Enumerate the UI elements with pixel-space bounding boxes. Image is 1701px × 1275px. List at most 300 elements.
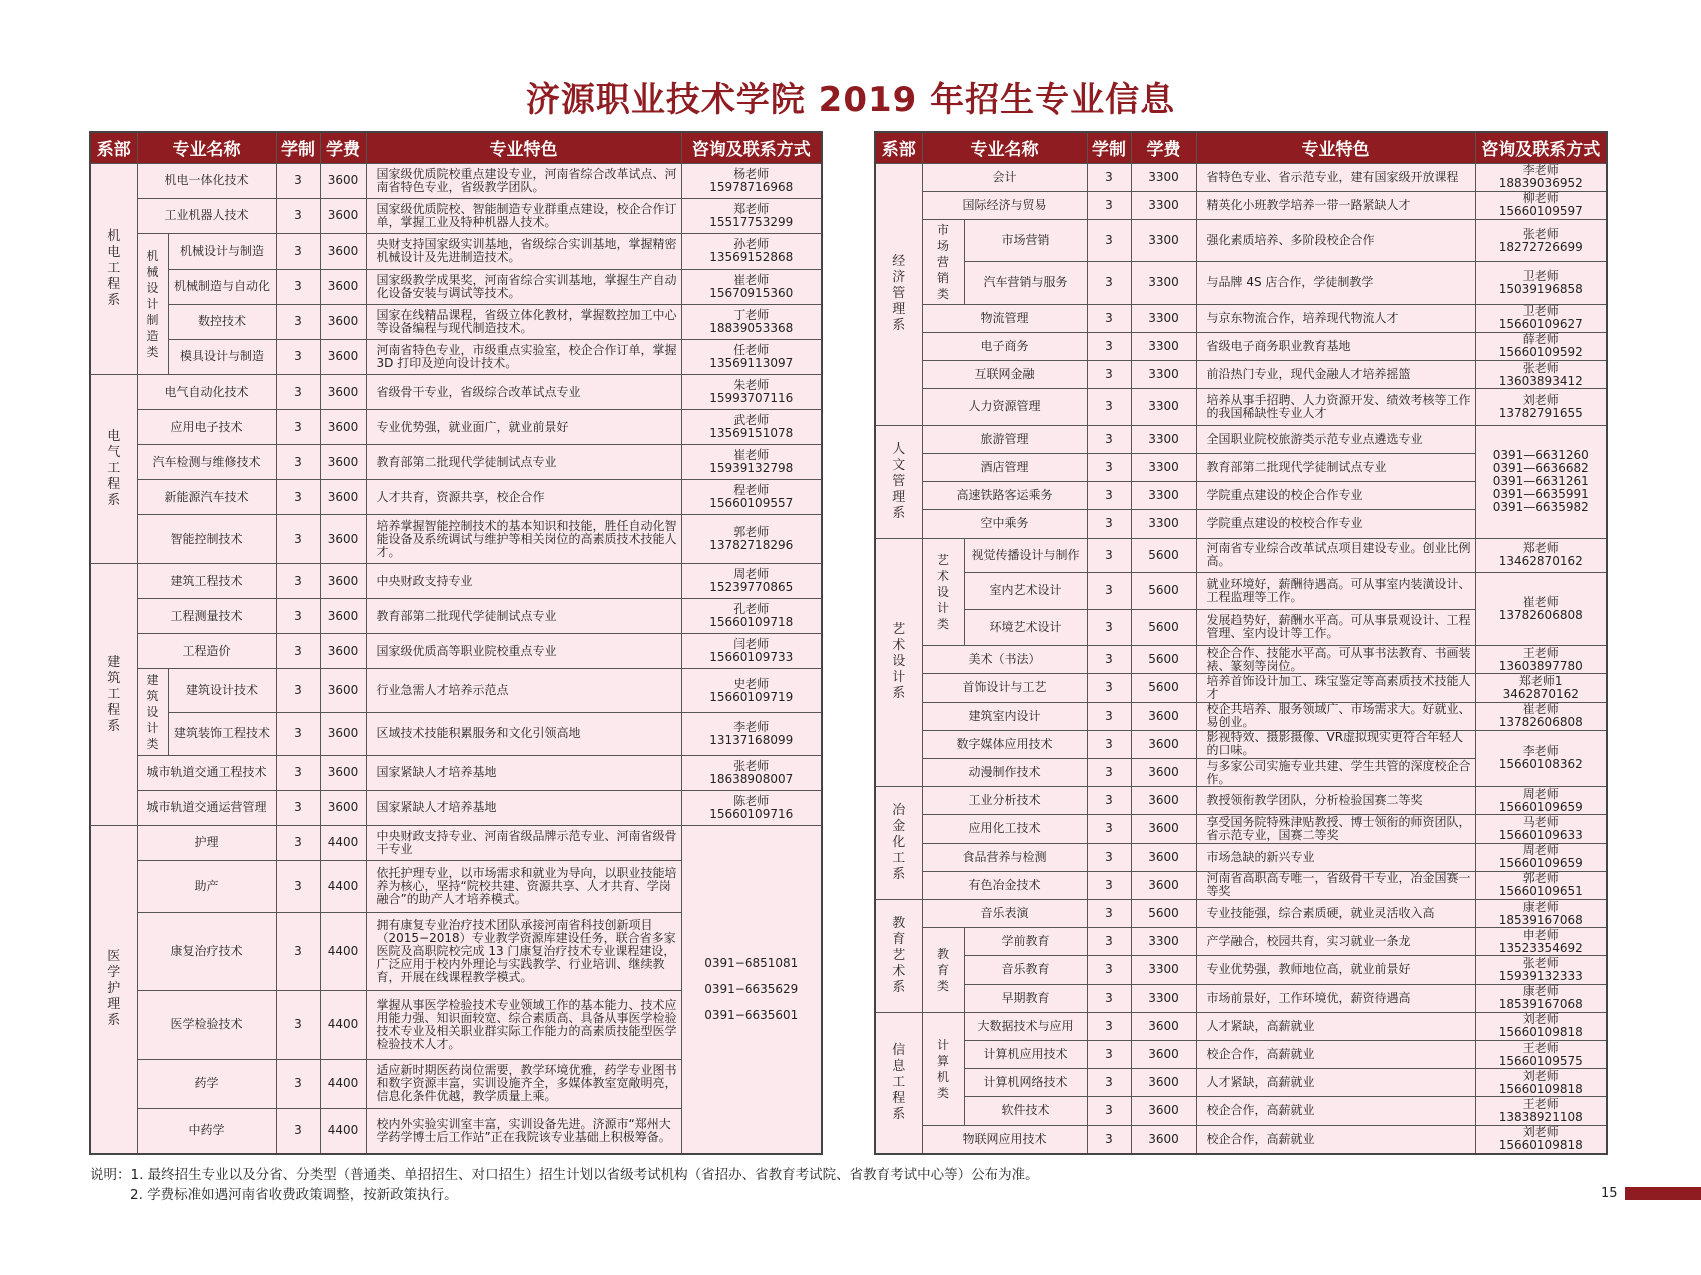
feature-cell: 中央财政支持专业、河南省级品牌示范专业、河南省级骨干专业 [366, 825, 681, 860]
contact-cell: 朱老师 15993707116 [681, 375, 822, 410]
program-name: 美术（书法） [922, 646, 1087, 674]
fee-cell: 3600 [320, 410, 366, 445]
program-name: 会计 [922, 163, 1087, 191]
note-2: 2. 学费标准如遇河南省收费政策调整，按新政策执行。 [130, 1187, 458, 1203]
dept-label: 人文管理系 [892, 441, 906, 521]
years-cell: 3 [276, 1059, 320, 1108]
feature-cell: 校内外实验实训室丰富，实训设备先进。济源市“郑州大学药学博士后工作站”正在我院该专业基础上积极筹备。 [366, 1108, 681, 1154]
feature-cell: 河南省专业综合改革试点项目建设专业。创业比例高。 [1196, 538, 1475, 572]
contact-cell: 康老师 18539167068 [1475, 984, 1607, 1012]
years-cell: 3 [276, 912, 320, 990]
years-cell: 3 [276, 634, 320, 669]
fee-cell: 5600 [1131, 899, 1196, 927]
fee-cell: 3600 [320, 233, 366, 269]
col-header-dept: 系部 [875, 132, 922, 163]
feature-cell: 专业优势强，教师地位高，就业前景好 [1196, 956, 1475, 984]
fee-cell: 3600 [320, 163, 366, 198]
col-header-name: 专业名称 [137, 132, 276, 163]
dept-cell [875, 538, 922, 787]
feature-cell: 国家级教学成果奖，河南省综合实训基地，掌握生产自动化设备安装与调试等技术。 [366, 269, 681, 304]
feature-cell: 省级骨干专业，省级综合改革试点专业 [366, 375, 681, 410]
program-name: 应用化工技术 [922, 815, 1087, 843]
contact-cell: 张老师 18638908007 [681, 755, 822, 790]
fee-cell: 5600 [1131, 646, 1196, 674]
program-name: 康复治疗技术 [137, 912, 276, 990]
table-row [875, 538, 1607, 572]
table-row [875, 332, 1607, 360]
dept-cell [875, 899, 922, 1012]
years-cell: 3 [1087, 332, 1131, 360]
category-cell [922, 538, 964, 646]
program-name: 数控技术 [168, 304, 276, 339]
fee-cell: 3300 [1131, 928, 1196, 956]
fee-cell: 3600 [320, 198, 366, 233]
table-row [90, 304, 822, 339]
fee-cell: 3600 [320, 269, 366, 304]
years-cell: 3 [276, 198, 320, 233]
contact-cell: 张老师 18272726699 [1475, 219, 1607, 261]
table-row [875, 1040, 1607, 1068]
table-row [90, 445, 822, 480]
years-cell: 3 [276, 1108, 320, 1154]
table-row [875, 1069, 1607, 1097]
contact-cell: 史老师 15660109719 [681, 669, 822, 712]
years-cell: 3 [1087, 758, 1131, 786]
category-label: 计算机类 [936, 1037, 949, 1100]
col-header-fee: 学费 [320, 132, 366, 163]
feature-cell: 适应新时期医药岗位需要，教学环境优雅，药学专业图书和数字资源丰富，实训设施齐全，多媒体教室宽敞明亮，信息化条件优越，教学质量上乘。 [366, 1059, 681, 1108]
contact-cell: 程老师 15660109557 [681, 480, 822, 515]
table-row [875, 984, 1607, 1012]
contact-cell: 李老师 18839036952 [1475, 163, 1607, 191]
fee-cell: 3600 [320, 669, 366, 712]
contact-cell: 张老师 15939132333 [1475, 956, 1607, 984]
fee-cell: 3600 [320, 712, 366, 755]
years-cell: 3 [276, 304, 320, 339]
feature-cell: 市场急缺的新兴专业 [1196, 843, 1475, 871]
col-header-feature: 专业特色 [366, 132, 681, 163]
program-name: 药学 [137, 1059, 276, 1108]
years-cell: 3 [276, 410, 320, 445]
admission-table-right [874, 131, 1608, 1155]
table-row [875, 191, 1607, 219]
contact-cell: 崔老师 15939132798 [681, 445, 822, 480]
feature-cell: 国家紧缺人才培养基地 [366, 755, 681, 790]
col-header-name: 专业名称 [922, 132, 1087, 163]
col-header-dept: 系部 [90, 132, 137, 163]
years-cell: 3 [1087, 1069, 1131, 1097]
feature-cell: 国家级优质高等职业院校重点专业 [366, 634, 681, 669]
contact-cell: 郑老师 13462870162 [1475, 538, 1607, 572]
table-row [90, 712, 822, 755]
table-row [875, 899, 1607, 927]
fee-cell: 3300 [1131, 482, 1196, 510]
fee-cell: 3300 [1131, 425, 1196, 453]
col-header-contact: 咨询及联系方式 [681, 132, 822, 163]
years-cell: 3 [1087, 646, 1131, 674]
contact-cell: 杨老师 15978716968 [681, 163, 822, 198]
table-row [90, 755, 822, 790]
fee-cell: 3600 [1131, 758, 1196, 786]
years-cell: 3 [276, 269, 320, 304]
contact-cell: 周老师 15660109659 [1475, 787, 1607, 815]
contact-cell: 0391—6631260 0391—6636682 0391—6631261 0391—6635991 0391—6635982 [1475, 425, 1607, 538]
table-row [875, 646, 1607, 674]
years-cell: 3 [1087, 510, 1131, 538]
feature-cell: 校企合作，高薪就业 [1196, 1125, 1475, 1154]
years-cell: 3 [1087, 1097, 1131, 1125]
fee-cell: 5600 [1131, 609, 1196, 646]
feature-cell: 教育部第二批现代学徒制试点专业 [366, 445, 681, 480]
note-1: 说明：1. 最终招生专业以及分省、分类型（普通类、单招招生、对口招生）招生计划以省级考试机构（省招办、省教育考试院、省教育考试中心等）公布为准。 [90, 1167, 1039, 1183]
fee-cell: 4400 [320, 1059, 366, 1108]
category-cell [137, 669, 168, 755]
fee-cell: 3600 [320, 755, 366, 790]
years-cell: 3 [1087, 609, 1131, 646]
table-row [90, 375, 822, 410]
feature-cell: 区域技术技能积累服务和文化引领高地 [366, 712, 681, 755]
program-name: 动漫制作技术 [922, 758, 1087, 786]
program-name: 早期教育 [964, 984, 1087, 1012]
program-name: 环境艺术设计 [964, 609, 1087, 646]
years-cell: 3 [1087, 702, 1131, 730]
feature-cell: 教授领衔教学团队，分析检验国赛二等奖 [1196, 787, 1475, 815]
feature-cell: 产学融合，校园共育，实习就业一条龙 [1196, 928, 1475, 956]
fee-cell: 4400 [320, 990, 366, 1059]
fee-cell: 3600 [320, 445, 366, 480]
dept-label: 电气工程系 [107, 429, 121, 509]
years-cell: 3 [1087, 984, 1131, 1012]
contact-cell: 柳老师 15660109597 [1475, 191, 1607, 219]
contact-cell: 周老师 15239770865 [681, 564, 822, 599]
fee-cell: 3600 [320, 515, 366, 564]
feature-cell: 国家在线精品课程，省级立体化教材，掌握数控加工中心等设备编程与现代制造技术。 [366, 304, 681, 339]
years-cell: 3 [1087, 1125, 1131, 1154]
fee-cell: 3300 [1131, 956, 1196, 984]
fee-cell: 3600 [1131, 1069, 1196, 1097]
program-name: 电气自动化技术 [137, 375, 276, 410]
program-name: 城市轨道交通工程技术 [137, 755, 276, 790]
years-cell: 3 [276, 790, 320, 825]
contact-cell: 孔老师 15660109718 [681, 599, 822, 634]
program-name: 建筑工程技术 [137, 564, 276, 599]
table-row [875, 956, 1607, 984]
program-name: 旅游管理 [922, 425, 1087, 453]
program-name: 视觉传播设计与制作 [964, 538, 1087, 572]
years-cell: 3 [1087, 1040, 1131, 1068]
feature-cell: 河南省特色专业，市级重点实验室，校企合作订单，掌握 3D 打印及逆向设计技术。 [366, 339, 681, 374]
table-row [875, 787, 1607, 815]
dept-label: 机电工程系 [107, 228, 121, 308]
fee-cell: 3600 [1131, 871, 1196, 899]
years-cell: 3 [1087, 262, 1131, 304]
program-name: 中药学 [137, 1108, 276, 1154]
feature-cell: 国家级优质院校、智能制造专业群重点建设，校企合作订单，掌握工业及特种机器人技术。 [366, 198, 681, 233]
program-name: 人力资源管理 [922, 389, 1087, 426]
fee-cell: 3600 [320, 304, 366, 339]
dept-label: 冶金化工系 [892, 803, 906, 883]
category-cell [922, 928, 964, 1013]
fee-cell: 3300 [1131, 453, 1196, 481]
table-row [875, 928, 1607, 956]
program-name: 智能控制技术 [137, 515, 276, 564]
feature-cell: 发展趋势好，薪酬水平高。可从事景观设计、工程管理、室内设计等工作。 [1196, 609, 1475, 646]
category-label: 艺术设计类 [936, 552, 949, 631]
program-name: 模具设计与制造 [168, 339, 276, 374]
fee-cell: 3300 [1131, 191, 1196, 219]
feature-cell: 省特色专业、省示范专业，建有国家级开放课程 [1196, 163, 1475, 191]
table-row [90, 564, 822, 599]
contact-cell: 李老师 13137168099 [681, 712, 822, 755]
dept-cell [875, 787, 922, 900]
col-header-fee: 学费 [1131, 132, 1196, 163]
page-number: 15 [1601, 1186, 1618, 1201]
years-cell: 3 [276, 990, 320, 1059]
program-name: 计算机应用技术 [964, 1040, 1087, 1068]
years-cell: 3 [1087, 360, 1131, 388]
fee-cell: 3600 [320, 599, 366, 634]
contact-cell: 申老师 13523354692 [1475, 928, 1607, 956]
years-cell: 3 [1087, 453, 1131, 481]
feature-cell: 市场前景好，工作环境优，薪资待遇高 [1196, 984, 1475, 1012]
col-header-feature: 专业特色 [1196, 132, 1475, 163]
years-cell: 3 [276, 564, 320, 599]
category-cell [137, 233, 168, 374]
contact-cell: 崔老师 13782606808 [1475, 572, 1607, 645]
years-cell: 3 [1087, 538, 1131, 572]
table-row [875, 163, 1607, 191]
table-row [875, 674, 1607, 702]
fee-cell: 3300 [1131, 262, 1196, 304]
fee-cell: 3600 [320, 564, 366, 599]
table-row [875, 389, 1607, 426]
contact-cell: 崔老师 15670915360 [681, 269, 822, 304]
table-row [875, 1125, 1607, 1154]
years-cell: 3 [276, 515, 320, 564]
feature-cell: 学院重点建设的校企合作专业 [1196, 482, 1475, 510]
program-name: 软件技术 [964, 1097, 1087, 1125]
years-cell: 3 [1087, 572, 1131, 609]
accent-bar [1625, 1187, 1701, 1200]
program-name: 工业分析技术 [922, 787, 1087, 815]
dept-label: 教育艺术系 [892, 915, 906, 995]
feature-cell: 人才紧缺，高薪就业 [1196, 1012, 1475, 1040]
contact-cell: 王老师 15660109575 [1475, 1040, 1607, 1068]
fee-cell: 3600 [320, 790, 366, 825]
fee-cell: 3600 [1131, 787, 1196, 815]
feature-cell: 央财支持国家级实训基地，省级综合实训基地，掌握精密机械设计及先进制造技术。 [366, 233, 681, 269]
table-row [90, 339, 822, 374]
program-name: 国际经济与贸易 [922, 191, 1087, 219]
years-cell: 3 [276, 712, 320, 755]
fee-cell: 3600 [320, 480, 366, 515]
years-cell: 3 [1087, 956, 1131, 984]
fee-cell: 3600 [1131, 1012, 1196, 1040]
contact-cell: 郭老师 15660109651 [1475, 871, 1607, 899]
table-row [90, 515, 822, 564]
program-name: 高速铁路客运乘务 [922, 482, 1087, 510]
years-cell: 3 [1087, 843, 1131, 871]
fee-cell: 3600 [1131, 1097, 1196, 1125]
contact-cell: 康老师 18539167068 [1475, 899, 1607, 927]
program-name: 护理 [137, 825, 276, 860]
years-cell: 3 [1087, 304, 1131, 332]
program-name: 机械制造与自动化 [168, 269, 276, 304]
program-name: 音乐表演 [922, 899, 1087, 927]
col-header-years: 学制 [276, 132, 320, 163]
admission-table-left [89, 131, 823, 1155]
years-cell: 3 [276, 375, 320, 410]
program-name: 互联网金融 [922, 360, 1087, 388]
table-row [90, 198, 822, 233]
fee-cell: 3300 [1131, 360, 1196, 388]
category-cell [922, 219, 964, 304]
contact-cell: 薛老师 15660109592 [1475, 332, 1607, 360]
feature-cell: 培养从事手招聘、人力资源开发、绩效考核等工作的我国稀缺性专业人才 [1196, 389, 1475, 426]
years-cell: 3 [1087, 219, 1131, 261]
contact-cell: 任老师 13569113097 [681, 339, 822, 374]
years-cell: 3 [1087, 389, 1131, 426]
years-cell: 3 [276, 599, 320, 634]
feature-cell: 依托护理专业，以市场需求和就业为导向，以职业技能培养为核心，坚持“院校共建、资源共享、人才共育、学岗融合”的助产人才培养模式。 [366, 860, 681, 912]
fee-cell: 3600 [320, 634, 366, 669]
fee-cell: 3300 [1131, 332, 1196, 360]
fee-cell: 5600 [1131, 538, 1196, 572]
years-cell: 3 [276, 825, 320, 860]
feature-cell: 国家级优质院校重点建设专业，河南省综合改革试点、河南省特色专业，省级教学团队。 [366, 163, 681, 198]
table-row [90, 233, 822, 269]
feature-cell: 行业急需人才培养示范点 [366, 669, 681, 712]
fee-cell: 5600 [1131, 572, 1196, 609]
fee-cell: 4400 [320, 1108, 366, 1154]
contact-cell: 刘老师 13782791655 [1475, 389, 1607, 426]
feature-cell: 人才紧缺，高薪就业 [1196, 1069, 1475, 1097]
contact-cell: 刘老师 15660109818 [1475, 1012, 1607, 1040]
feature-cell: 精英化小班教学培养一带一路紧缺人才 [1196, 191, 1475, 219]
feature-cell: 教育部第二批现代学徒制试点专业 [366, 599, 681, 634]
years-cell: 3 [1087, 815, 1131, 843]
contact-cell: 闫老师 15660109733 [681, 634, 822, 669]
dept-cell [875, 1012, 922, 1154]
dept-label: 医学护理系 [107, 949, 121, 1029]
fee-cell: 3300 [1131, 984, 1196, 1012]
feature-cell: 拥有康复专业治疗技术团队承接河南省科技创新项目（2015−2018）专业教学资源库建设任务，联合省多家医院及高职院校完成 13 门康复治疗技术专业课程建设，广泛应用于校内外理论与实践教学、行业培训、继续教育，开展在线课程教学模式。 [366, 912, 681, 990]
col-header-years: 学制 [1087, 132, 1131, 163]
contact-cell: 王老师 13603897780 [1475, 646, 1607, 674]
program-name: 酒店管理 [922, 453, 1087, 481]
category-label: 建筑设计类 [146, 673, 159, 752]
dept-cell [90, 564, 137, 826]
program-name: 工程测量技术 [137, 599, 276, 634]
table-row [875, 572, 1607, 609]
feature-cell: 校企合作，高薪就业 [1196, 1097, 1475, 1125]
fee-cell: 4400 [320, 912, 366, 990]
table-row [875, 702, 1607, 730]
fee-cell: 4400 [320, 825, 366, 860]
program-name: 机械设计与制造 [168, 233, 276, 269]
years-cell: 3 [1087, 1012, 1131, 1040]
feature-cell: 教育部第二批现代学徒制试点专业 [1196, 453, 1475, 481]
years-cell: 3 [276, 339, 320, 374]
contact-cell: 刘老师 15660109818 [1475, 1069, 1607, 1097]
feature-cell: 与品牌 4S 店合作，学徒制教学 [1196, 262, 1475, 304]
contact-cell: 周老师 15660109659 [1475, 843, 1607, 871]
contact-cell: 马老师 15660109633 [1475, 815, 1607, 843]
table-row [875, 1012, 1607, 1040]
feature-cell: 中央财政支持专业 [366, 564, 681, 599]
fee-cell: 3300 [1131, 219, 1196, 261]
contact-cell: 郑老师1 3462870162 [1475, 674, 1607, 702]
program-name: 计算机网络技术 [964, 1069, 1087, 1097]
contact-cell: 卫老师 15660109627 [1475, 304, 1607, 332]
years-cell: 3 [276, 445, 320, 480]
feature-cell: 全国职业院校旅游类示范专业点遴选专业 [1196, 425, 1475, 453]
table-row [90, 480, 822, 515]
fee-cell: 3300 [1131, 304, 1196, 332]
feature-cell: 国家紧缺人才培养基地 [366, 790, 681, 825]
years-cell: 3 [276, 860, 320, 912]
program-name: 汽车营销与服务 [964, 262, 1087, 304]
feature-cell: 与多家公司实施专业共建、学生共管的深度校企合作。 [1196, 758, 1475, 786]
program-name: 机电一体化技术 [137, 163, 276, 198]
program-name: 汽车检测与维修技术 [137, 445, 276, 480]
feature-cell: 掌握从事医学检验技术专业领域工作的基本能力、技术应用能力强、知识面较宽、综合素质高、具备从事医学检验技术专业及相关职业群实际工作能力的高素质技能型医学检验技术人才。 [366, 990, 681, 1059]
program-name: 大数据技术与应用 [964, 1012, 1087, 1040]
years-cell: 3 [276, 480, 320, 515]
table-row [90, 634, 822, 669]
years-cell: 3 [276, 755, 320, 790]
program-name: 工业机器人技术 [137, 198, 276, 233]
fee-cell: 4400 [320, 860, 366, 912]
notes [90, 1165, 1039, 1205]
table-row [875, 360, 1607, 388]
dept-cell [875, 425, 922, 538]
contact-cell: 武老师 13569151078 [681, 410, 822, 445]
years-cell: 3 [276, 669, 320, 712]
table-row [90, 269, 822, 304]
program-name: 学前教育 [964, 928, 1087, 956]
feature-cell: 专业优势强，就业面广，就业前景好 [366, 410, 681, 445]
years-cell: 3 [276, 233, 320, 269]
col-header-contact: 咨询及联系方式 [1475, 132, 1607, 163]
contact-cell: 刘老师 15660109818 [1475, 1125, 1607, 1154]
feature-cell: 前沿热门专业，现代金融人才培养摇篮 [1196, 360, 1475, 388]
category-cell [922, 1012, 964, 1125]
program-name: 医学检验技术 [137, 990, 276, 1059]
dept-cell [90, 375, 137, 564]
feature-cell: 培养掌握智能控制技术的基本知识和技能，胜任自动化智能设备及系统调试与维护等相关岗位的高素质技术技能人才。 [366, 515, 681, 564]
feature-cell: 培养首饰设计加工、珠宝鉴定等高素质技术技能人才 [1196, 674, 1475, 702]
fee-cell: 3600 [320, 339, 366, 374]
program-name: 数字媒体应用技术 [922, 730, 1087, 758]
table-row [875, 425, 1607, 453]
program-name: 空中乘务 [922, 510, 1087, 538]
table-row [90, 163, 822, 198]
feature-cell: 专业技能强，综合素质硬，就业灵活收入高 [1196, 899, 1475, 927]
feature-cell: 学院重点建设的校校合作专业 [1196, 510, 1475, 538]
feature-cell: 强化素质培养、多阶段校企合作 [1196, 219, 1475, 261]
years-cell: 3 [1087, 899, 1131, 927]
years-cell: 3 [1087, 928, 1131, 956]
fee-cell: 3300 [1131, 389, 1196, 426]
fee-cell: 3600 [1131, 730, 1196, 758]
contact-cell: 崔老师 13782606808 [1475, 702, 1607, 730]
fee-cell: 3600 [1131, 815, 1196, 843]
page-title: 济源职业技术学院 2019 年招生专业信息 [525, 80, 1176, 120]
table-row [90, 790, 822, 825]
dept-cell [875, 163, 922, 425]
fee-cell: 5600 [1131, 674, 1196, 702]
